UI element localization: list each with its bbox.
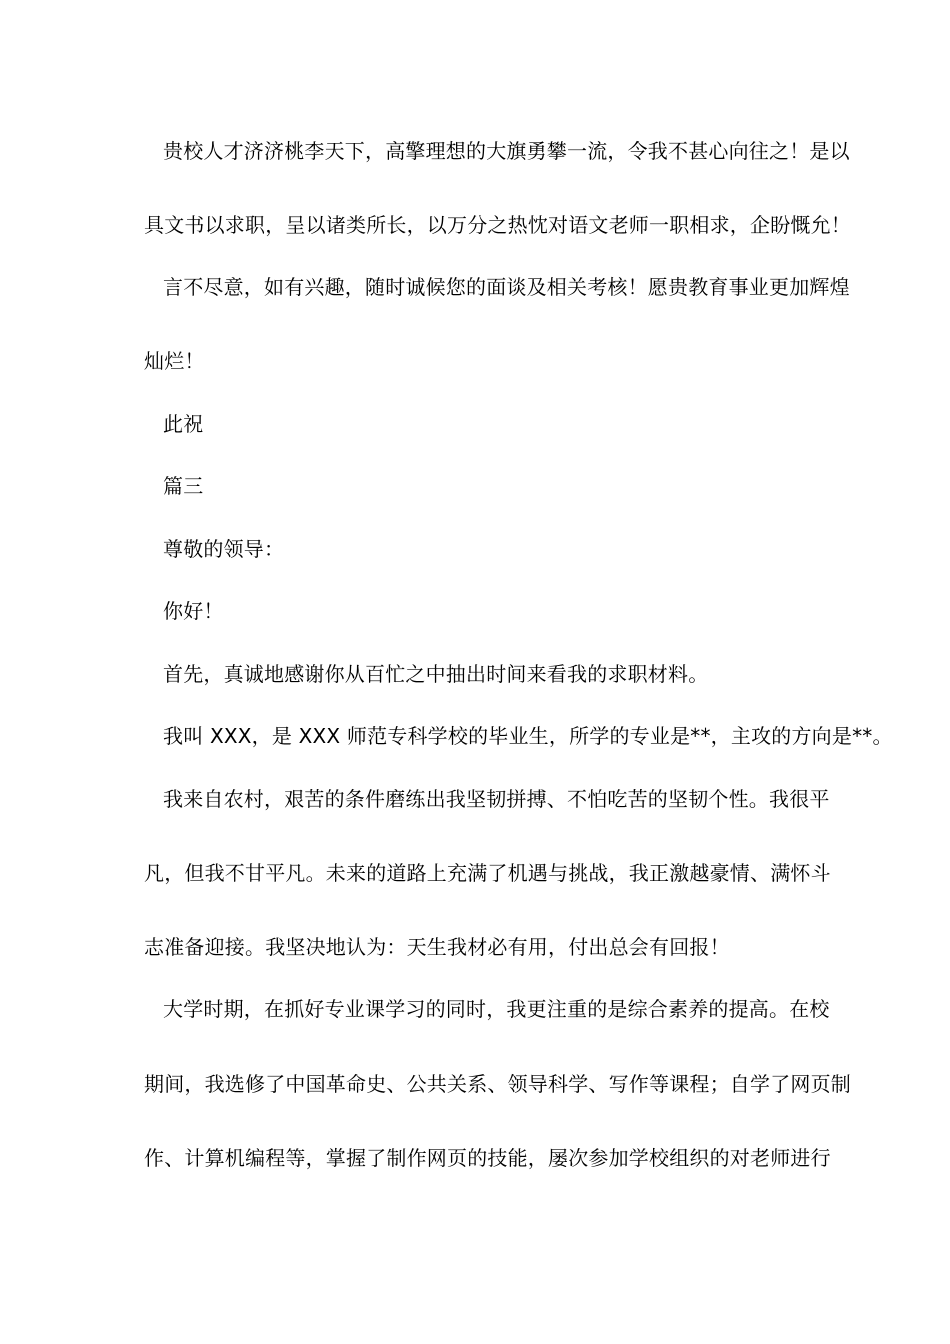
- paragraph-line: 首先，真诚地感谢你从百忙之中抽出时间来看我的求职材料。: [163, 662, 709, 686]
- paragraph-line: 作、计算机编程等，掌握了制作网页的技能，屡次参加学校组织的对老师进行: [144, 1146, 831, 1170]
- paragraph-line: 志准备迎接。我坚决地认为：天生我材必有用，付出总会有回报！: [144, 935, 730, 959]
- paragraph-line: 大学时期，在抓好专业课学习的同时，我更注重的是综合素养的提高。在校: [163, 997, 830, 1021]
- section-heading: 篇三: [163, 474, 204, 498]
- paragraph-line: 我来自农村，艰苦的条件磨练出我坚韧拼搏、不怕吃苦的坚韧个性。我很平: [163, 787, 830, 811]
- paragraph-line: 言不尽意，如有兴趣，随时诚候您的面谈及相关考核！愿贵教育事业更加辉煌: [163, 275, 850, 299]
- paragraph-line: 具文书以求职，呈以诸类所长，以万分之热忱对语文老师一职相求，企盼慨允！: [144, 213, 851, 237]
- paragraph-line: 我叫 XXX，是 XXX 师范专科学校的毕业生，所学的专业是**，主攻的方向是**。: [163, 724, 893, 748]
- paragraph-line: 凡，但我不甘平凡。未来的道路上充满了机遇与挑战，我正激越豪情、满怀斗: [144, 861, 831, 885]
- paragraph-line: 贵校人才济济桃李天下，高擎理想的大旗勇攀一流，令我不甚心向往之！是以: [163, 139, 850, 163]
- paragraph-line: 灿烂！: [144, 349, 205, 373]
- paragraph-line: 期间，我选修了中国革命史、公共关系、领导科学、写作等课程；自学了网页制: [144, 1072, 851, 1096]
- salutation: 尊敬的领导：: [163, 537, 285, 561]
- greeting: 你好！: [163, 599, 224, 623]
- paragraph-line: 此祝: [163, 412, 204, 436]
